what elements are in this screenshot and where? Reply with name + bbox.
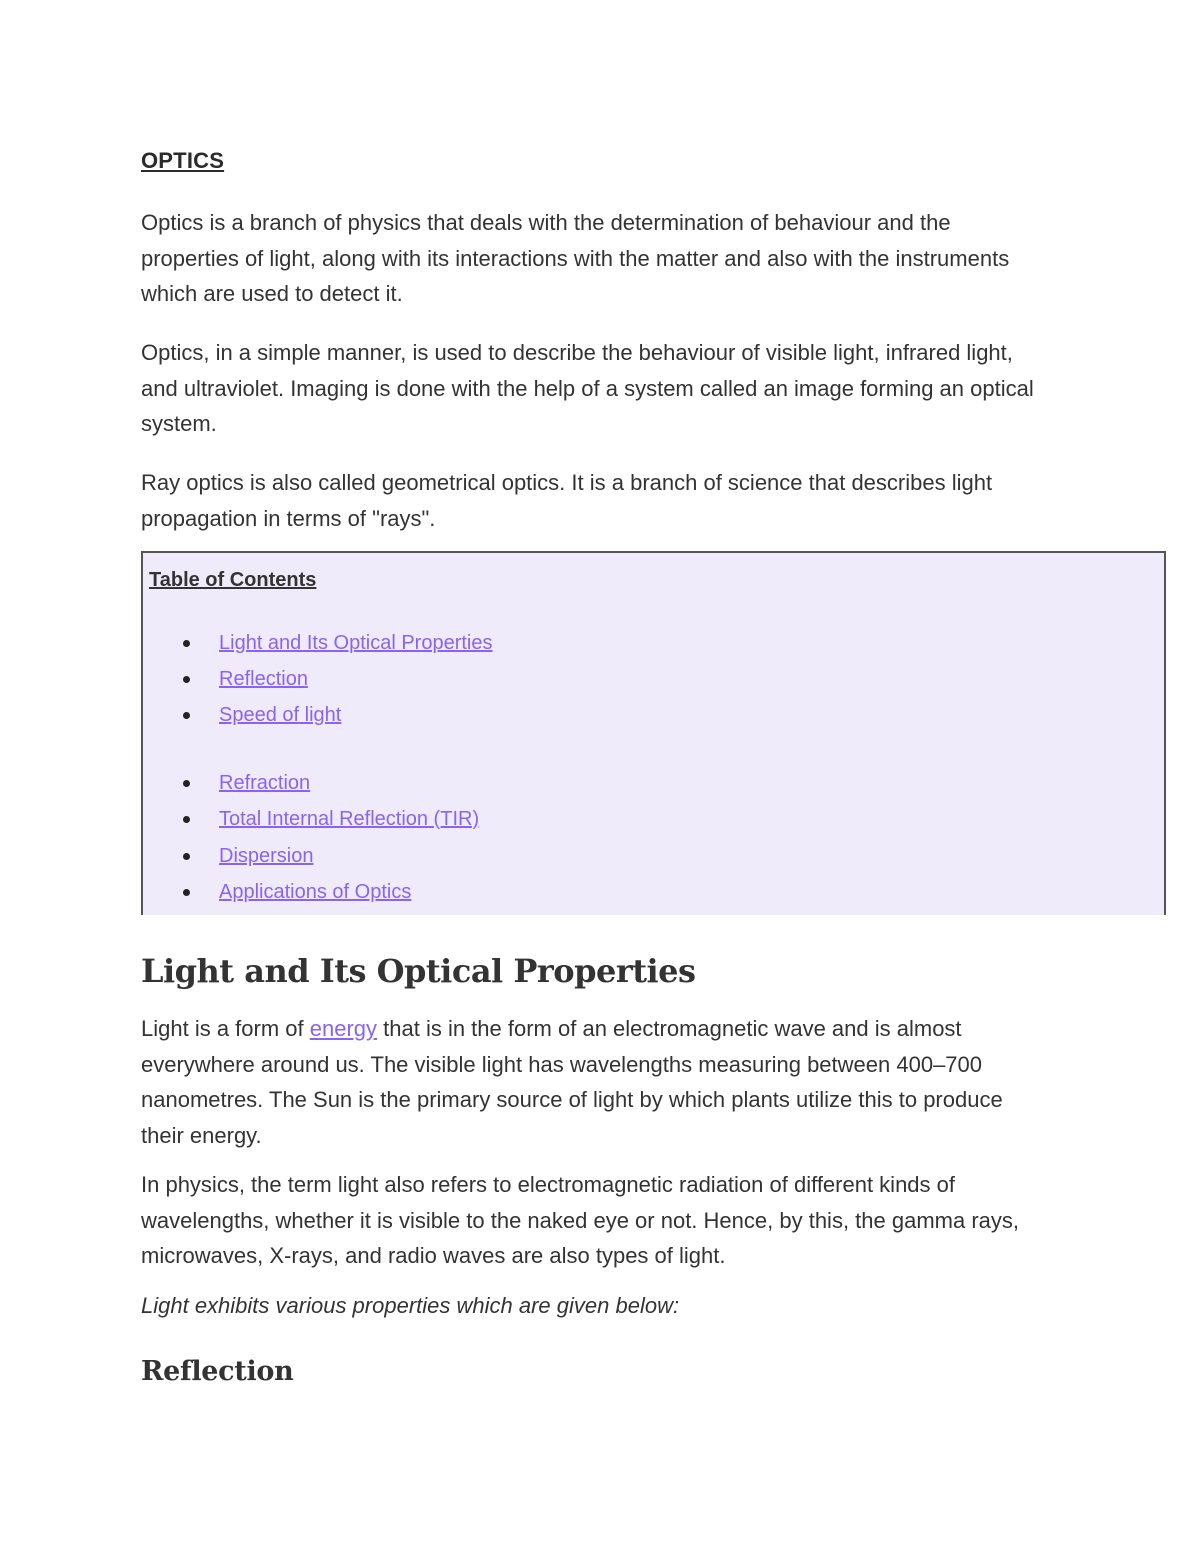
bullet-icon xyxy=(183,640,190,647)
toc-link-applications[interactable]: Applications of Optics xyxy=(219,880,412,903)
toc-item xyxy=(183,629,492,657)
toc-item xyxy=(183,701,341,729)
toc-link-reflection[interactable]: Reflection xyxy=(219,667,308,690)
section-heading-reflection: Reflection xyxy=(141,1356,294,1387)
toc-link-dispersion[interactable]: Dispersion xyxy=(219,844,314,867)
toc-item xyxy=(183,878,411,906)
toc-title: Table of Contents xyxy=(149,569,317,591)
light-paragraph-1-start: Light is a form of xyxy=(141,1016,310,1041)
bullet-icon xyxy=(183,676,190,683)
toc-item xyxy=(183,805,479,833)
light-paragraph-1 xyxy=(141,1011,1051,1153)
table-of-contents xyxy=(141,551,1166,915)
toc-link-tir[interactable]: Total Internal Reflection (TIR) xyxy=(219,807,480,830)
intro-paragraph-2: Optics, in a simple manner, is used to describe the behaviour of visible light, infrared light, and ultraviolet. Imaging is done with the help of a system called an image forming an optical system. xyxy=(141,340,1034,436)
bullet-icon xyxy=(183,816,190,823)
intro-paragraph-3: Ray optics is also called geometrical optics. It is a branch of science that describes light propagation in terms of "rays". xyxy=(141,470,993,531)
toc-link-refraction[interactable]: Refraction xyxy=(219,771,311,794)
toc-item xyxy=(183,842,313,870)
light-paragraph-3: Light exhibits various properties which are given below: xyxy=(141,1293,680,1318)
bullet-icon xyxy=(183,712,190,719)
bullet-icon xyxy=(183,853,190,860)
toc-link-light-properties[interactable]: Light and Its Optical Properties xyxy=(219,631,493,654)
energy-link[interactable]: energy xyxy=(309,1016,378,1041)
document-title: OPTICS xyxy=(141,148,225,173)
light-paragraph-1-end: that is in the form of an electromagnetic wave and is almost everywhere around us. The visible light has wavelengths measuring between 400–700 nanometres. The Sun is the primary source of light by which plants utilize this to produce their energy. xyxy=(141,1016,1003,1148)
section-heading-light: Light and Its Optical Properties xyxy=(141,952,696,990)
toc-link-speed-of-light[interactable]: Speed of light xyxy=(219,703,342,726)
bullet-icon xyxy=(183,780,190,787)
toc-item xyxy=(183,769,310,797)
intro-paragraph-1: Optics is a branch of physics that deals with the determination of behaviour and the properties of light, along with its interactions with the matter and also with the instruments which are used to detect it. xyxy=(141,210,1010,306)
light-paragraph-2: In physics, the term light also refers to electromagnetic radiation of different kinds of wavelengths, whether it is visible to the naked eye or not. Hence, by this, the gamma rays, microwaves, X-rays, and radio waves are also types of light. xyxy=(141,1172,1020,1268)
toc-item xyxy=(183,665,308,693)
bullet-icon xyxy=(183,889,190,896)
